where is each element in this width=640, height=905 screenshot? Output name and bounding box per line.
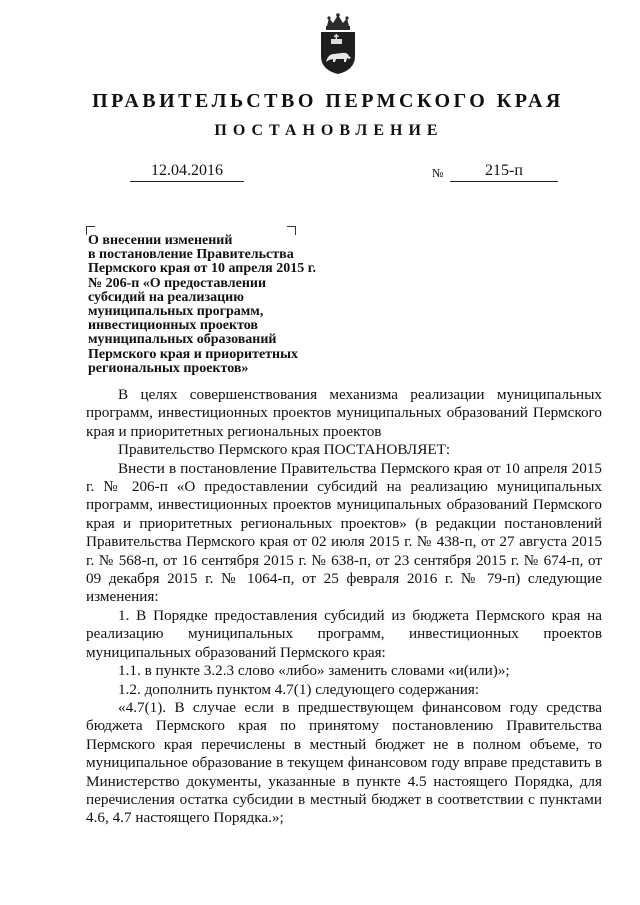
amendment-paragraph: Внести в постановление Правительства Пермского края от 10 апреля 2015 г. № 206-п «О предоставлении субсидий на реализацию муниципальных программ, инвестиционных проектов муниципальных образований Пермского края и приоритетных региональных проектов» (в редакции постановлений Правительства Пермского края от 02 июля 2015 г. № 438-п, от 27 августа 2015 г. № 568-п, от 16 сентября 2015 г. № 638-п, от 23 сентября 2015 г. № 674-п, от 09 декабря 2015 г. № 1064-п, от 25 февраля 2016 г. № 79-п) следующие изменения: [86,459,602,606]
subject-line: № 206-п «О предоставлении [88,275,267,291]
preamble-paragraph: В целях совершенствования механизма реализации муниципальных программ, инвестиционных проектов муниципальных образований Пермского края и приоритетных региональных проектов [86,386,602,440]
subject-line: инвестиционных проектов [88,318,258,334]
subject-line: региональных проектов» [88,360,249,376]
document-subject [88,234,368,376]
subject-line: Пермского края от 10 апреля 2015 г. [88,261,317,277]
subject-line: муниципальных программ, [88,304,264,320]
item-1-2-paragraph: 1.2. дополнить пунктом 4.7(1) следующего содержания: [118,680,480,698]
subject-line: Пермского края и приоритетных [88,346,299,362]
subject-line: О внесении изменений [88,233,233,248]
number-sign: № [432,166,444,180]
subject-line: в постановление Правительства [88,247,294,263]
item-4-7-1-paragraph: «4.7(1). В случае если в предшествующем финансовом году средства бюджета Пермского края по принятому постановлению Правительства Пермского края перечислены в местный бюджет не в полном объеме, то муниципальное образование в текущем финансовом году вправе представить в Министерство документы, указанные в пункте 4.5 настоящего Порядка, для перечисления остатка субсидии в местный бюджет в соответствии с пунктами 4.6, 4.7 настоящего Порядка.»; [86,698,602,827]
resolution-paragraph: Правительство Пермского края ПОСТАНОВЛЯЕТ: [118,441,451,459]
document-type: ПОСТАНОВЛЕНИЕ [214,122,444,139]
item-1-paragraph: 1. В Порядке предоставления субсидий из бюджета Пермского края на реализацию муниципальных программ, инвестиционных проектов муниципальных образований Пермского края: [86,606,602,661]
coat-of-arms-icon [318,12,358,76]
government-title: ПРАВИТЕЛЬСТВО ПЕРМСКОГО КРАЯ [92,90,564,112]
subject-line: субсидий на реализацию [88,289,244,305]
document-date: 12.04.2016 [130,162,244,182]
document-body [86,386,602,828]
document-number: 215-п [450,162,558,182]
subject-line: муниципальных образований [88,332,277,348]
item-1-1-paragraph: 1.1. в пункте 3.2.3 слово «либо» заменить словами «и(или)»; [118,662,510,680]
